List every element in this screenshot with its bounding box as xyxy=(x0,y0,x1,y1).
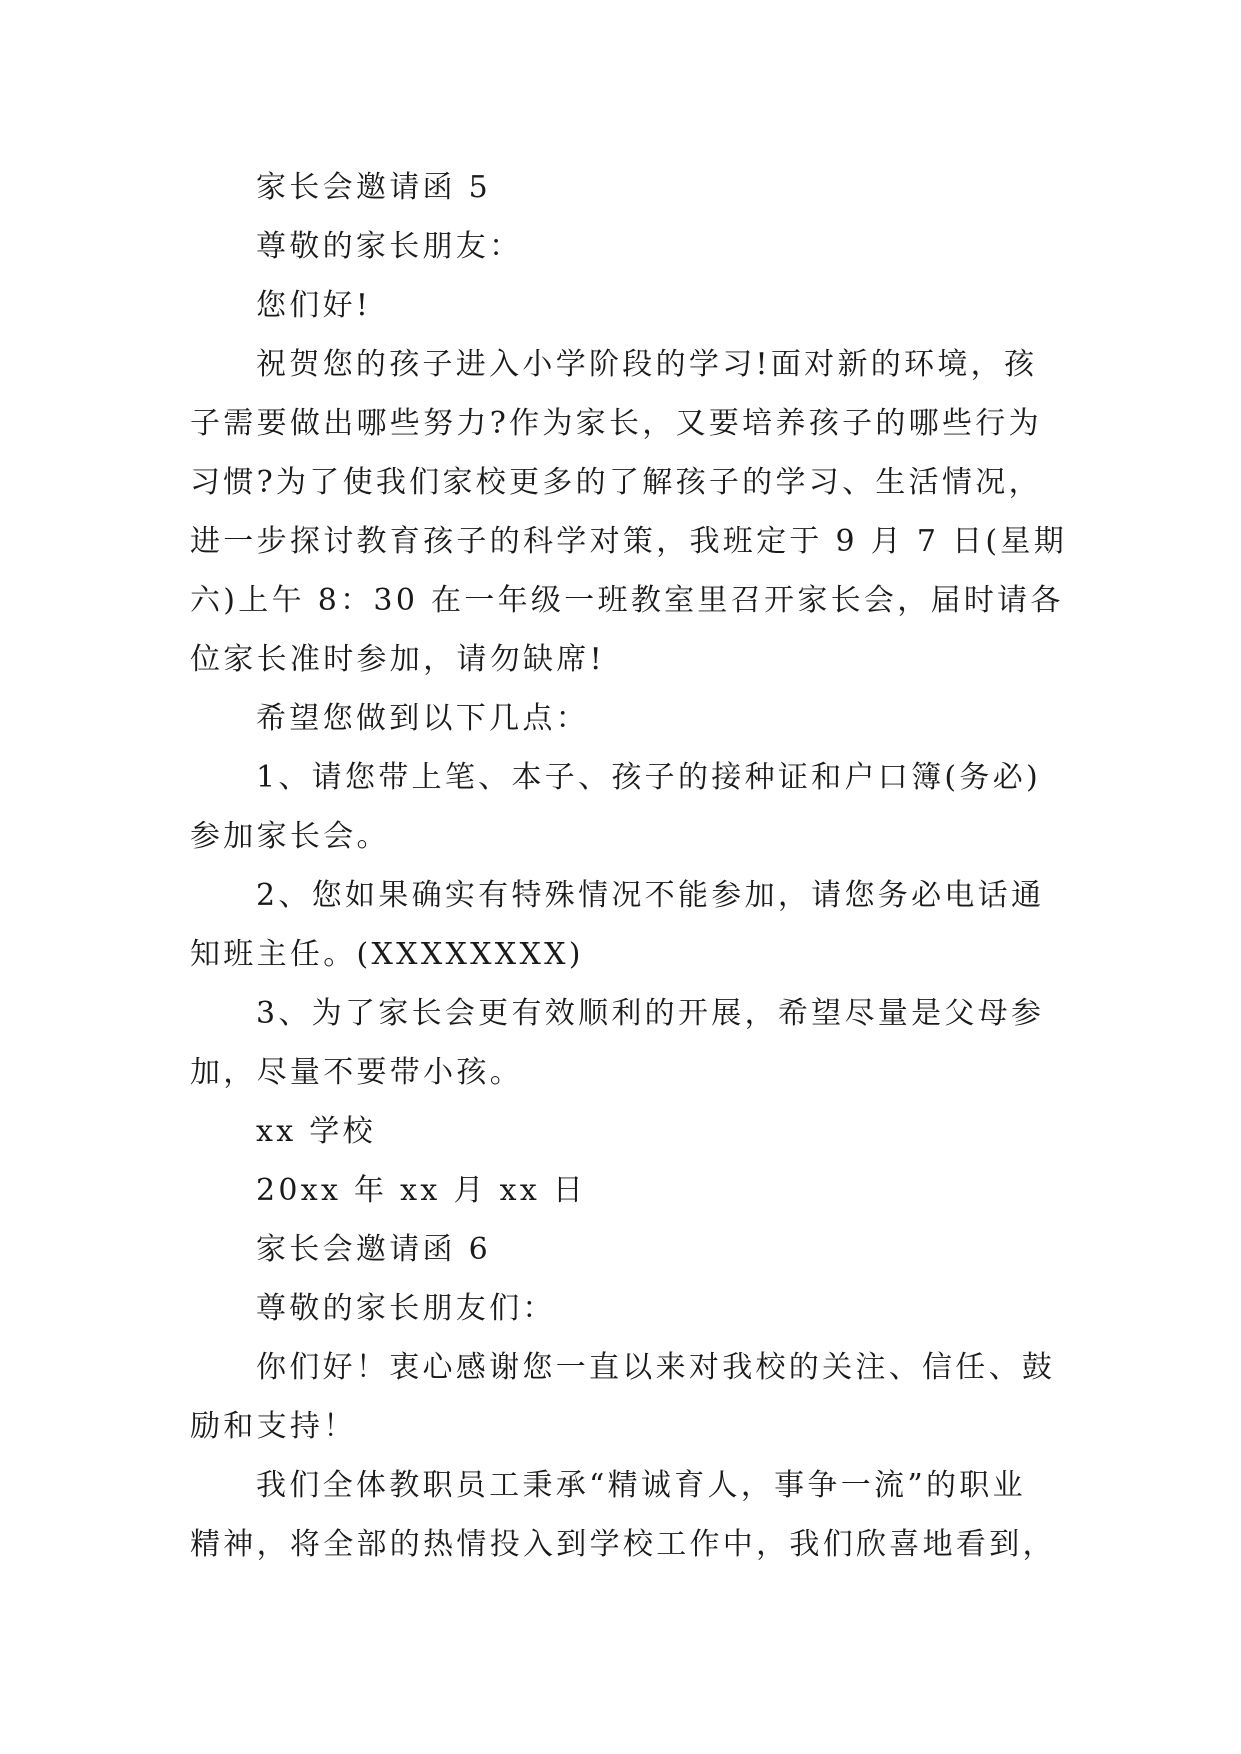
paragraph-line: 我们全体教职员工秉承“精诚育人，事争一流”的职业 xyxy=(256,1468,1026,1503)
section-heading-invitation-5: 家长会邀请函 5 xyxy=(256,170,492,205)
list-item-3: 3、为了家长会更有效顺利的开展，希望尽量是父母参 xyxy=(256,996,1045,1031)
paragraph-line: 习惯?为了使我们家校更多的了解孩子的学习、生活情况， xyxy=(190,465,1042,500)
signature-date: 20xx 年 xx 月 xx 日 xyxy=(256,1173,587,1208)
paragraph-line: 你们好！衷心感谢您一直以来对我校的关注、信任、鼓 xyxy=(256,1350,1056,1385)
document-body xyxy=(190,158,1068,1574)
paragraph-line: 进一步探讨教育孩子的科学对策，我班定于 9 月 7 日(星期 xyxy=(190,524,1068,559)
paragraph-line: 励和支持！ xyxy=(190,1409,357,1444)
paragraph-line: 子需要做出哪些努力?作为家长，又要培养孩子的哪些行为 xyxy=(190,406,1042,441)
list-item-2: 2、您如果确实有特殊情况不能参加，请您务必电话通 xyxy=(256,878,1045,913)
signature-school: xx 学校 xyxy=(256,1114,376,1149)
list-item-3-continued: 加，尽量不要带小孩。 xyxy=(190,1055,523,1090)
list-item-1: 1、请您带上笔、本子、孩子的接种证和户口簿(务必) xyxy=(256,760,1041,795)
list-intro: 希望您做到以下几点： xyxy=(256,701,589,736)
greeting: 您们好! xyxy=(256,288,372,323)
salutation: 尊敬的家长朋友： xyxy=(256,229,523,264)
salutation: 尊敬的家长朋友们： xyxy=(256,1291,556,1326)
paragraph-line: 六)上午 8：30 在一年级一班教室里召开家长会，届时请各 xyxy=(190,583,1064,618)
paragraph-line: 位家长准时参加，请勿缺席! xyxy=(190,642,605,677)
list-item-2-continued: 知班主任。(XXXXXXXX) xyxy=(190,937,584,972)
paragraph-line: 祝贺您的孩子进入小学阶段的学习!面对新的环境，孩 xyxy=(256,347,1038,382)
paragraph-line: 精神，将全部的热情投入到学校工作中，我们欣喜地看到， xyxy=(190,1527,1056,1562)
list-item-1-continued: 参加家长会。 xyxy=(190,819,390,854)
section-heading-invitation-6: 家长会邀请函 6 xyxy=(256,1232,492,1267)
